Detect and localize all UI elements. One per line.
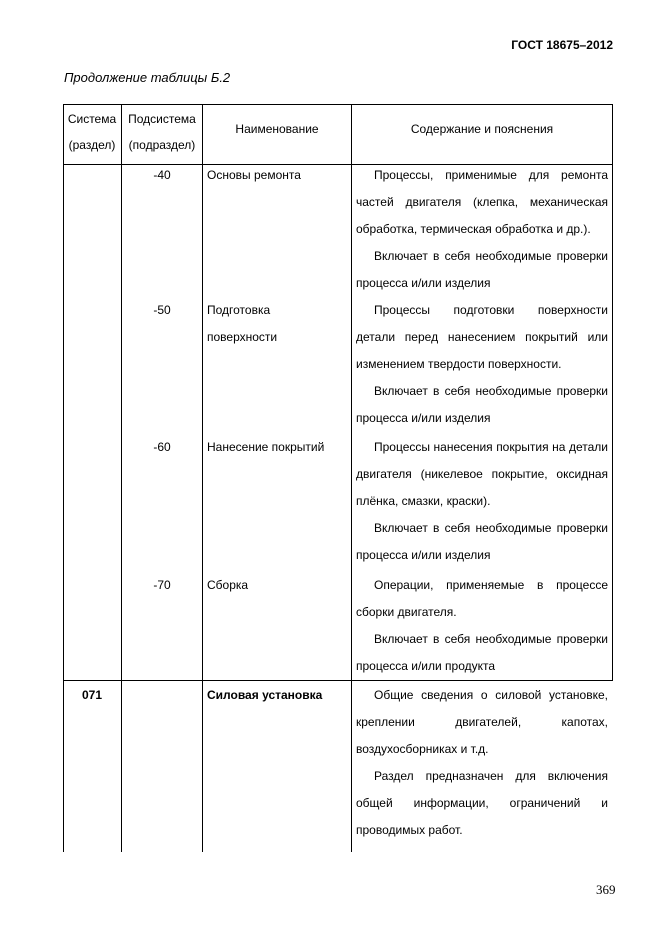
header-system: Система (раздел) [67, 112, 117, 152]
item-content [356, 682, 608, 844]
subsystem-code: -60 [153, 440, 171, 454]
item-content [356, 572, 608, 680]
item-name: Подготовка поверхности [207, 303, 278, 344]
content-paragraph: Включает в себя необходимые проверки процесса и/или изделия [356, 384, 608, 425]
content-paragraph: Процессы подготовки поверхности детали перед нанесением покрытий или изменением твердости поверхности. [356, 303, 608, 371]
section-name: Силовая установка [207, 688, 323, 702]
content-paragraph: Процессы, применимые для ремонта частей двигателя (клепка, механическая обработка, термическая обработка и др.). [356, 168, 608, 236]
header-content: Содержание и пояснения [410, 122, 554, 136]
content-paragraph: Общие сведения о силовой установке, креплении двигателей, капотах, воздухосборниках и т.д. [356, 688, 608, 756]
content-paragraph: Включает в себя необходимые проверки процесса и/или изделия [356, 249, 608, 290]
subsystem-code: -40 [153, 168, 171, 182]
page-number: 369 [596, 882, 616, 897]
table-caption: Продолжение таблицы Б.2 [64, 70, 231, 85]
content-paragraph: Включает в себя необходимые проверки процесса и/или изделия [356, 521, 608, 562]
table-border-right [612, 104, 613, 680]
item-name: Сборка [207, 578, 249, 592]
content-paragraph: Раздел предназначен для включения общей информации, ограничений и проводимых работ. [356, 769, 608, 837]
system-code: 071 [81, 688, 103, 702]
table-border-top [63, 104, 613, 105]
item-name: Нанесение покрытий [207, 440, 325, 454]
content-paragraph: Операции, применяемые в процессе сборки двигателя. [356, 578, 608, 619]
subsystem-code: -50 [153, 303, 171, 317]
column-divider [351, 104, 352, 852]
standard-code: ГОСТ 18675–2012 [511, 38, 613, 52]
section-divider [63, 680, 613, 681]
table-border-left [63, 104, 64, 852]
column-divider [202, 104, 203, 852]
content-paragraph: Процессы нанесения покрытия на детали двигателя (никелевое покрытие, оксидная плёнка, смазки, краски). [356, 440, 608, 508]
item-name: Основы ремонта [207, 168, 301, 182]
data-table [63, 104, 613, 852]
subsystem-code: -70 [153, 578, 171, 592]
column-divider [121, 104, 122, 852]
header-subsystem: Подсистема (подраздел) [128, 112, 196, 152]
item-content [356, 162, 608, 297]
header-name: Наименование [235, 122, 319, 136]
item-content [356, 434, 608, 569]
item-content [356, 297, 608, 432]
content-paragraph: Включает в себя необходимые проверки процесса и/или продукта [356, 632, 608, 673]
